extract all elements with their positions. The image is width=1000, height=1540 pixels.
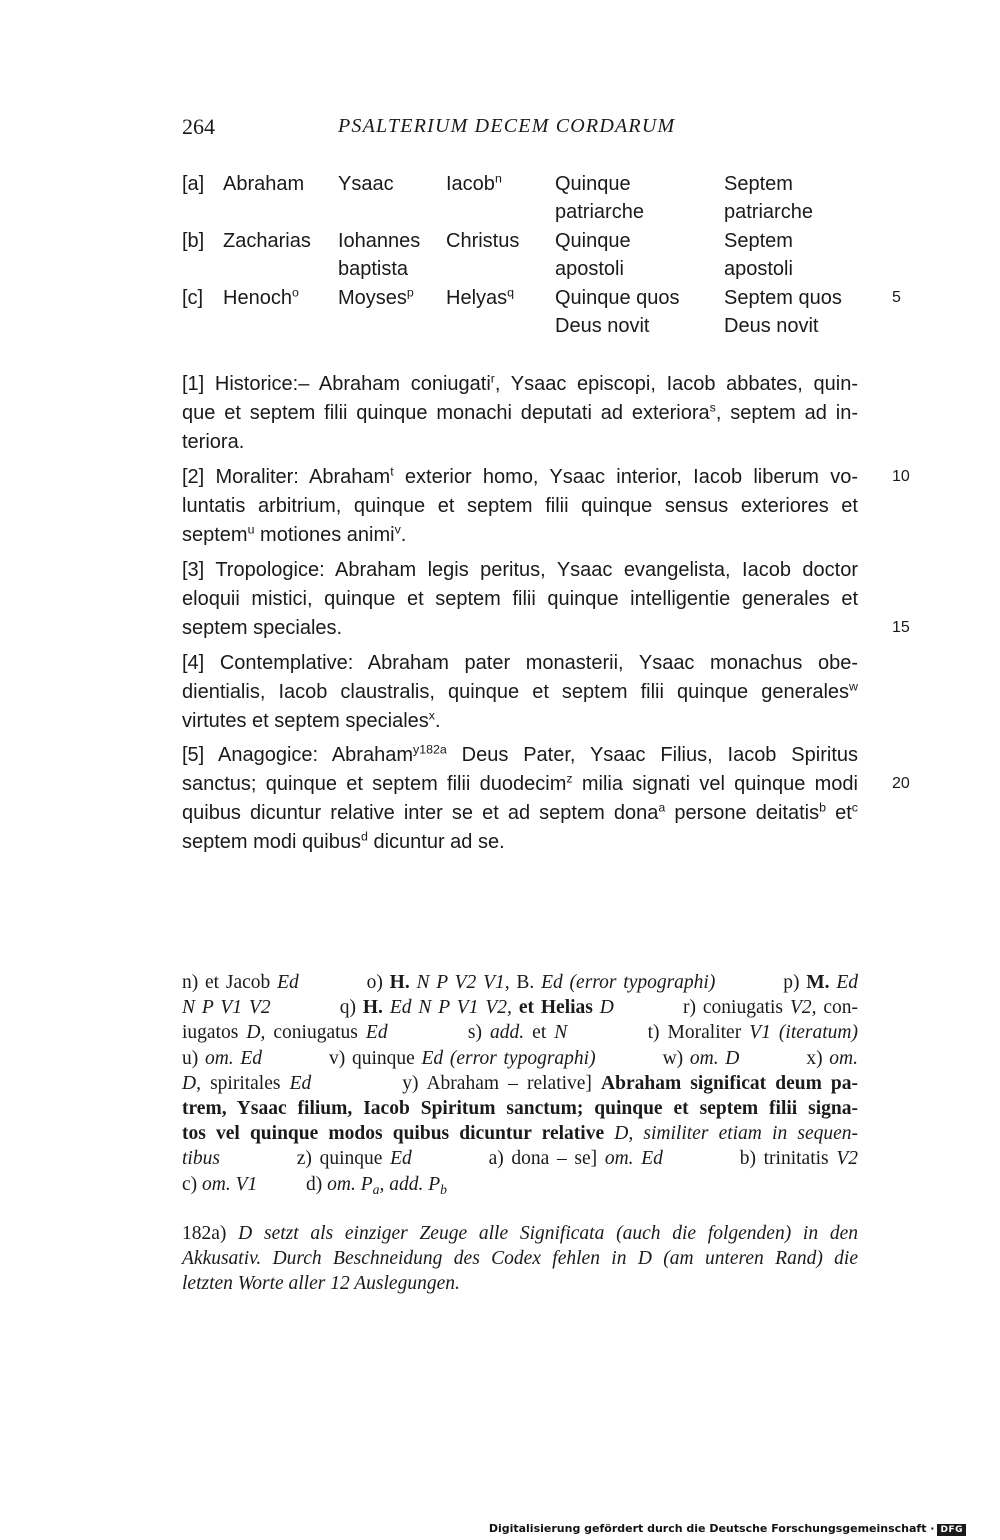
table-cell: apostoli — [555, 258, 624, 280]
italic-run: om. — [829, 1047, 859, 1069]
note-line — [182, 1271, 858, 1296]
bold-run: tos vel quinque modos quibus dicuntur relative — [182, 1123, 605, 1145]
italic-run: D setzt als einziger Zeuge alle Significata (auch die folgenden) in den — [238, 1223, 859, 1244]
text-run: coniugatus — [265, 1022, 366, 1044]
bold-run: et Helias — [518, 997, 593, 1019]
text-run: . — [400, 524, 407, 546]
text-run — [410, 972, 417, 993]
italic-run: Ed — [277, 972, 299, 993]
text-run: milia signati vel quinque modi — [572, 773, 858, 795]
paragraph-line — [182, 399, 858, 428]
italic-run: V2 — [836, 1148, 858, 1170]
line-number: 20 — [892, 775, 910, 792]
footnote-marker: c — [851, 800, 858, 815]
footnote-line — [182, 1020, 858, 1045]
paragraph-line — [182, 492, 858, 521]
text-run: Deus Pater, Ysaac Filius, Iacob Spiritus — [446, 744, 858, 766]
italic-run: V1 (iteratum) — [749, 1022, 858, 1044]
text-run — [604, 1123, 614, 1144]
text-run: v) quinque — [262, 1047, 422, 1069]
digitization-credit: Digitalisierung gefördert durch die Deutsche Forschungsgemeinschaft · DFG — [489, 1522, 966, 1536]
table-cell: patriarche — [555, 201, 644, 223]
text-run: sanctus; quinque et septem filii duodecim — [182, 773, 567, 795]
footnote-marker: y182a — [413, 742, 447, 757]
text-run: et — [826, 802, 852, 824]
footnote-marker: t — [390, 464, 394, 479]
bold-run: H. — [389, 972, 410, 993]
footnote-line — [182, 1096, 858, 1121]
text-run: [2] Moraliter: Abraham — [182, 466, 391, 488]
text-run: iugatos — [182, 1022, 247, 1044]
text-run — [593, 997, 600, 1018]
footnote-line — [182, 995, 858, 1020]
footnote-marker: s — [709, 400, 716, 415]
text-run: septem — [182, 524, 248, 546]
text-run: c) — [182, 1173, 203, 1195]
paragraph-line — [182, 556, 858, 585]
bold-run: H. — [362, 997, 383, 1019]
table-cell: Henoch$^o$ — [223, 285, 299, 309]
italic-run: om. P — [327, 1173, 373, 1195]
italic-run: tibus — [182, 1148, 220, 1170]
table-cell: Christus — [446, 230, 520, 252]
text-run: dicuntur ad se. — [367, 831, 505, 853]
text-run — [383, 997, 390, 1018]
italic-run: N — [554, 1022, 568, 1044]
row-label: [a] — [182, 173, 205, 195]
italic-run: om. D — [689, 1047, 740, 1069]
text-run: [3] Tropologice: Abraham legis peritus, Ysaac evangelista, Iacob doctor — [182, 559, 858, 581]
row-label: [b] — [182, 230, 205, 252]
bold-run: Abraham significat deum pa- — [601, 1072, 858, 1094]
table-cell: Zacharias — [223, 230, 311, 252]
text-run: , septem ad in- — [715, 402, 858, 424]
table-cell: Iohannes — [338, 230, 421, 252]
text-run: p) — [715, 972, 807, 993]
paragraph-line — [182, 707, 858, 736]
text-run: z) quinque — [219, 1148, 391, 1170]
paragraph-line — [182, 585, 858, 614]
text-run: d) — [257, 1173, 328, 1195]
italic-run: V2, — [789, 997, 817, 1019]
row-label: [c] — [182, 287, 204, 309]
text-run: q) — [270, 997, 363, 1019]
text-run: [5] Anagogice: Abraham — [182, 744, 413, 766]
italic-run: D, — [246, 1022, 266, 1044]
text-run: x) — [739, 1047, 830, 1069]
text-run: persone deitatis — [665, 802, 820, 824]
table-cell: Septem quos — [724, 287, 842, 309]
table-cell: Iacob$^n$ — [446, 171, 502, 195]
italic-run: Ed — [289, 1072, 312, 1094]
italic-run: D — [599, 997, 614, 1019]
text-run: u) — [182, 1047, 205, 1069]
text-run: r) coniugatis — [613, 997, 790, 1019]
footnote-marker: d — [360, 829, 368, 844]
italic-run: Ed (error typographi) — [421, 1047, 596, 1069]
bold-run: M. — [806, 972, 830, 993]
footnote-marker: b — [819, 800, 827, 815]
italic-run: , add. P — [379, 1173, 441, 1195]
footnote-line — [182, 1071, 858, 1096]
footnote-marker: z — [566, 771, 573, 786]
text-run: dientialis, Iacob claustralis, quinque et septem filii quinque generales — [182, 681, 850, 703]
table-cell: Septem — [724, 230, 793, 252]
table-cell: Deus novit — [724, 315, 819, 337]
table-cell: Quinque quos — [555, 287, 680, 309]
text-run: 182a) — [182, 1223, 239, 1244]
text-run: quibus dicuntur relative inter se et ad septem dona — [182, 802, 659, 824]
italic-run: N P V2 V1, — [416, 972, 510, 993]
subscript-run: b — [440, 1181, 447, 1197]
text-run: septem speciales. — [182, 617, 343, 639]
text-run: B. — [509, 972, 542, 993]
italic-run: Ed — [365, 1022, 388, 1044]
text-run: a) dona – se] — [411, 1148, 605, 1170]
paragraph-line — [182, 463, 858, 492]
note-line — [182, 1246, 858, 1271]
paragraph-line — [182, 741, 858, 770]
italic-run: Ed — [836, 972, 858, 993]
paragraph-line — [182, 370, 858, 399]
italic-run: letzten Worte aller 12 Auslegungen. — [182, 1273, 460, 1294]
text-run: virtutes et septem speciales — [182, 710, 429, 732]
italic-run: D, — [182, 1072, 201, 1094]
italic-run: Ed — [390, 1148, 412, 1170]
line-number: 10 — [892, 468, 910, 485]
italic-run: D, similiter etiam in sequen- — [614, 1123, 859, 1145]
paragraph-line — [182, 799, 858, 828]
table-cell: Ysaac — [338, 173, 394, 195]
paragraph-line — [182, 614, 858, 643]
footnote-marker: r — [490, 371, 495, 386]
table-cell: apostoli — [724, 258, 793, 280]
table-cell: Quinque — [555, 173, 631, 195]
table-cell: baptista — [338, 258, 409, 280]
paragraph-line — [182, 828, 858, 857]
line-number: 5 — [892, 289, 901, 306]
text-run: b) trinitatis — [662, 1148, 837, 1170]
paragraph-line — [182, 521, 858, 550]
footnote-marker: v — [394, 522, 401, 537]
italic-run: Ed (error typographi) — [541, 972, 716, 993]
text-run: con- — [816, 997, 859, 1019]
footnote-line — [182, 1146, 858, 1171]
table-cell: Quinque — [555, 230, 631, 252]
line-number: 15 — [892, 619, 910, 636]
footnote-line — [182, 1121, 858, 1146]
table-cell: Deus novit — [555, 315, 650, 337]
footnote-marker: w — [849, 679, 858, 694]
table-cell: Septem — [724, 173, 793, 195]
italic-run: N P V1 V2 — [182, 997, 271, 1019]
footnote-marker: p — [406, 285, 414, 300]
paragraph-line — [182, 649, 858, 678]
table-cell: Moyses$^p$ — [338, 285, 414, 309]
footnote-marker: u — [247, 522, 255, 537]
footnote-marker: q — [507, 285, 515, 300]
footnote-marker: o — [291, 285, 299, 300]
text-run: et — [524, 1022, 555, 1044]
text-run: teriora. — [182, 431, 245, 453]
text-run: spiritales — [200, 1072, 290, 1094]
italic-run: om. Ed — [604, 1148, 663, 1170]
footnote-marker: a — [658, 800, 666, 815]
footnote-line — [182, 1172, 858, 1197]
text-run: w) — [595, 1047, 690, 1069]
text-run — [512, 997, 519, 1018]
text-run: , Ysaac episcopi, Iacob abbates, quin- — [494, 373, 858, 395]
italic-run: add. — [490, 1022, 525, 1044]
italic-run: Ed N P V1 V2, — [389, 997, 512, 1019]
text-run: o) — [298, 972, 390, 993]
text-run: . — [434, 710, 441, 732]
paragraph-line — [182, 770, 858, 799]
text-run: exterior homo, Ysaac interior, Iacob liberum vo- — [393, 466, 858, 488]
footnote-marker: x — [428, 708, 435, 723]
text-run: luntatis arbitrium, quinque et septem filii quinque sensus exteriores et — [182, 495, 858, 517]
dfg-logo: DFG — [937, 1524, 966, 1536]
page-number: 264 — [182, 114, 215, 139]
table-cell: Abraham — [223, 173, 305, 195]
footnote-line — [182, 970, 858, 995]
note-line — [182, 1221, 858, 1246]
text-run: t) Moraliter — [567, 1022, 750, 1044]
running-title: PSALTERIUM DECEM CORDARUM — [338, 115, 676, 137]
text-run: eloquii mistici, quinque et septem filii quinque intelligentie generales et — [182, 588, 858, 610]
text-run: s) — [387, 1022, 491, 1044]
text-run: n) et Jacob — [182, 972, 278, 993]
text-run: que et septem filii quinque monachi deputati ad exteriora — [182, 402, 710, 424]
text-run: [1] Historice:– Abraham coniugati — [182, 373, 491, 395]
text-run: motiones animi — [254, 524, 395, 546]
italic-run: Akkusativ. Durch Beschneidung des Codex fehlen in D (am unteren Rand) die — [182, 1248, 858, 1269]
table-cell: patriarche — [724, 201, 813, 223]
table-cell: Helyas$^q$ — [446, 285, 515, 309]
text-run: septem modi quibus — [182, 831, 361, 853]
paragraph-line — [182, 428, 858, 457]
bold-run: trem, Ysaac filium, Iacob Spiritum sanctum; quinque et septem filii signa- — [182, 1098, 858, 1119]
text-run: [4] Contemplative: Abraham pater monasterii, Ysaac monachus obe- — [182, 652, 858, 674]
subscript-run: a — [372, 1181, 380, 1197]
text-run: y) Abraham – relative] — [311, 1072, 602, 1094]
italic-run: om. Ed — [204, 1047, 263, 1069]
footnote-line — [182, 1046, 858, 1071]
italic-run: om. V1 — [202, 1173, 258, 1195]
paragraph-line — [182, 678, 858, 707]
footnote-marker: n — [494, 171, 502, 186]
